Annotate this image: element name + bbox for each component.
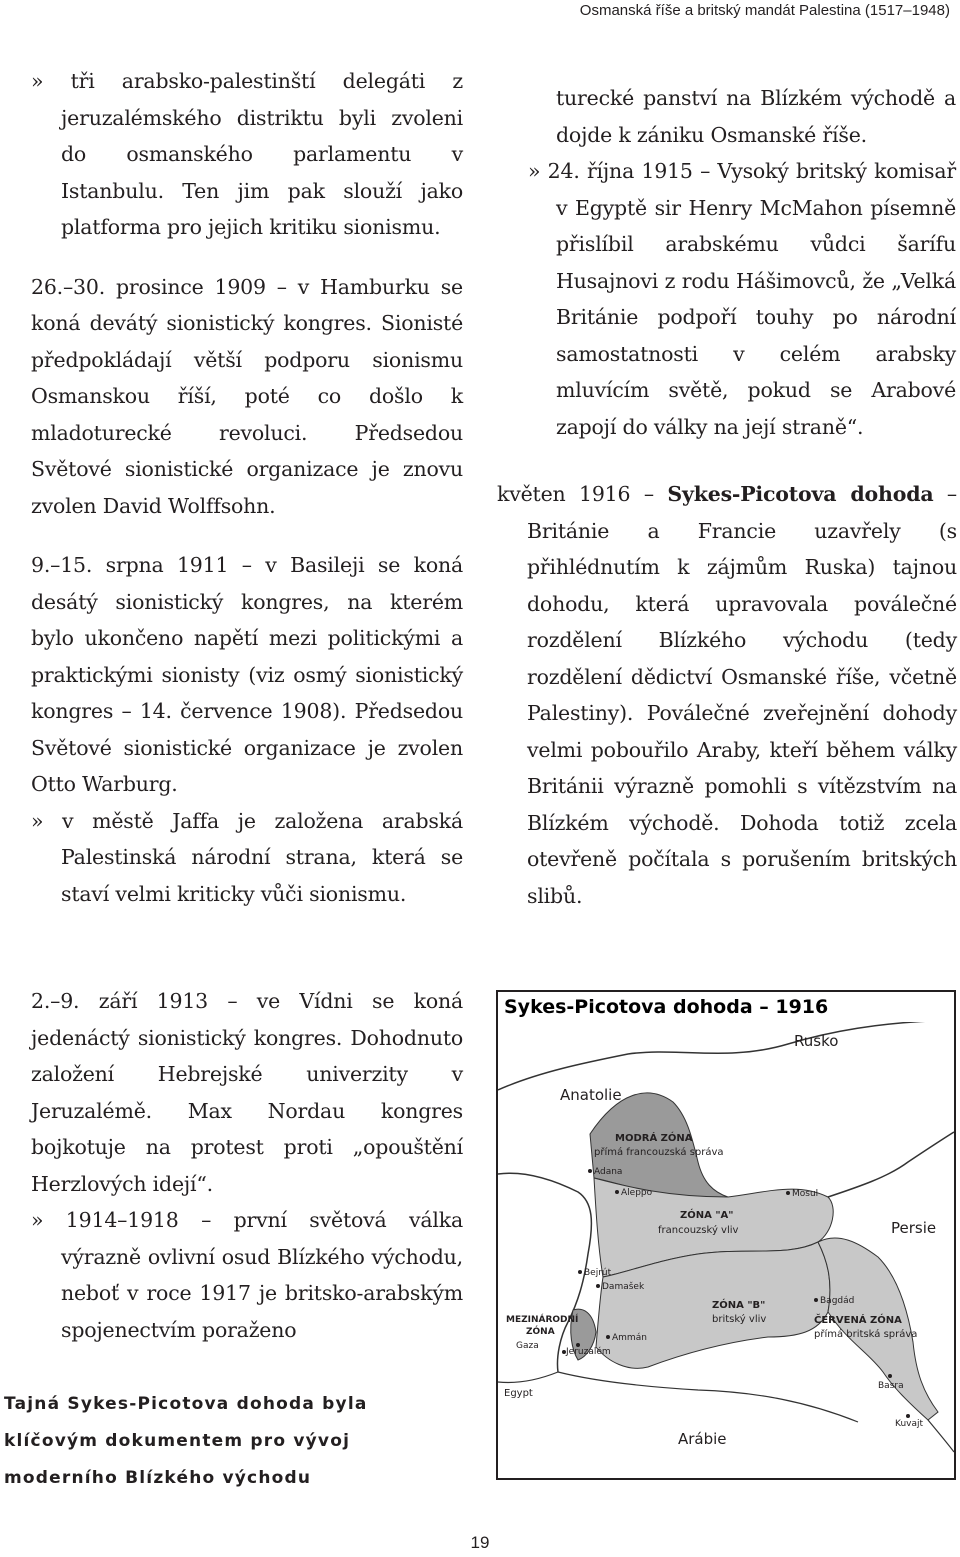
map-label-amman: Ammán [612, 1333, 647, 1343]
bullet-delegates: » tři arabsko-palestinští delegáti z jeruzalémského distriktu byli zvoleni do osmanského parlamentu v Istanbulu. Ten jim pak slouží jako platforma pro jejich kritiku sionismu. [31, 69, 463, 239]
city-dot-jeruzalem [576, 1343, 580, 1347]
map-title: Sykes-Picotova dohoda – 1916 [504, 996, 829, 1018]
entry-1916-sykes-picot [497, 476, 957, 914]
entry-1916-title: Sykes-Picotova dohoda [667, 482, 934, 506]
page-number: 19 [470, 1533, 490, 1552]
map-gulf [928, 1420, 954, 1452]
map-border-persia [828, 1132, 954, 1197]
map-label-aleppo: Aleppo [621, 1188, 653, 1198]
running-header: Osmanská říše a britský mandát Palestina (1517–1948) [579, 2, 950, 19]
entry-1916-body: Británie a Francie uzavřely (s přihlédnutím k zájmům Ruska) tajnou dohodu, která upravovala poválečné rozdělení Blízkého východu (tedy rozdělení dědictví Osmanské říše, včetně Palestiny). Poválečné zveřejnění dohody velmi pobouřilo Araby, kteří během války Británii výrazně pomohli s vítězstvím na Blízkém východě. Dohoda totiž zcela otevřeně počítala s porušením britských slibů. [527, 518, 957, 908]
map-label-mosul: Mosul [792, 1189, 819, 1199]
map-label-zona-b-sub: britský vliv [712, 1314, 767, 1325]
map-label-zona-a: ZÓNA "A" [680, 1210, 734, 1221]
map-label-rusko: Rusko [794, 1032, 839, 1050]
city-dot-aleppo [615, 1190, 619, 1194]
map-label-damasek: Damašek [602, 1282, 645, 1292]
map-label-gaza: Gaza [516, 1341, 539, 1351]
bullet-mcmahon: » 24. října 1915 – Vysoký britský komisař v Egyptě sir Henry McMahon písemně přislíbil arabskému vůdci šarífu Husajnovi z rodu Hášimovců, že „Velká Británie podpoří touhy po národní samostatnosti v celém arabsky mluvícím světě, pokud se Arabové zapojí do války na její straně“. [528, 159, 956, 439]
city-dot-bejrut [578, 1270, 582, 1274]
entry-1909-congress: 26.–30. prosince 1909 – v Hamburku se koná devátý sionistický kongres. Sionisté předpokládají větší podporu sionismu Osmanskou říší, poté co došlo k mladoturecké revoluci. Předsedou Světové sionistické organizace je znovu zvolen David Wolffsohn. [31, 274, 463, 518]
city-dot-damasek [596, 1284, 600, 1288]
entry-1911-congress: 9.–15. srpna 1911 – v Basileji se koná desátý sionistický kongres, na kterém bylo ukončeno napětí mezi politickými a praktickými sionisty (viz osmý sionistický kongres – 14. července 1908). Předsedou Světové sionistické organizace je zvolen Otto Warburg. [31, 553, 463, 796]
map-label-modra-zona: MODRÁ ZÓNA [615, 1133, 693, 1144]
bullet-jaffa-party: » v městě Jaffa je založena arabská Palestinská národní strana, která se staví velmi kriticky vůči sionismu. [31, 808, 463, 906]
left-column-bottom [31, 983, 463, 1348]
city-dot-kuvajt [906, 1414, 910, 1418]
entry-1916-dash: – [933, 482, 957, 506]
city-dot-adana [588, 1169, 592, 1173]
sykes-picot-map [496, 990, 956, 1480]
map-border-north [498, 1020, 954, 1090]
map-label-basra: Basra [878, 1381, 904, 1391]
map-label-zona-b: ZÓNA "B" [712, 1300, 766, 1311]
entry-1916-date: květen 1916 – [497, 482, 668, 506]
map-label-bejrut: Bejrút [584, 1268, 612, 1278]
map-label-egypt: Egypt [504, 1388, 533, 1399]
map-label-zona-a-sub: francouzský vliv [658, 1225, 739, 1236]
left-column-top [31, 63, 463, 912]
city-dot-bagdad [814, 1298, 818, 1302]
map-egypt-border [498, 1372, 558, 1383]
continuation-text: turecké panství na Blízkém východě a dojde k zániku Osmanské říše. [556, 86, 956, 147]
map-label-cervena-sub: přímá britská správa [814, 1329, 918, 1340]
map-label-cervena: ČERVENÁ ZÓNA [814, 1315, 902, 1326]
map-label-jeruzalem: Jeruzalém [566, 1347, 611, 1357]
map-label-mezinarodni: MEZINÁRODNÍ [506, 1315, 579, 1325]
map-border-arabia [558, 1372, 858, 1422]
map-label-modra-sub: přímá francouzská správa [594, 1147, 724, 1158]
city-dot-amman [606, 1335, 610, 1339]
map-label-anatolie: Anatolie [560, 1086, 622, 1104]
map-label-persie: Persie [891, 1219, 937, 1237]
map-label-kuvajt: Kuvajt [895, 1419, 924, 1429]
map-label-bagdad: Bagdád [820, 1296, 855, 1306]
city-dot-mosul [786, 1191, 790, 1195]
map-label-adana: Adana [594, 1167, 623, 1177]
map-label-arabie: Arábie [678, 1430, 727, 1448]
map-label-zona: ZÓNA [526, 1327, 555, 1337]
right-column-top [528, 80, 956, 445]
map-caption: Tajná Sykes-Picotova dohoda byla klíčovým dokumentem pro vývoj moderního Blízkého východu [4, 1394, 368, 1488]
city-dot-basra [888, 1374, 892, 1378]
bullet-ww1: » 1914–1918 – první světová válka výrazně ovlivní osud Blízkého východu, neboť v roce 1917 je britsko-arabským spojenectvím poraženo [31, 1208, 463, 1342]
city-dot-gaza [562, 1350, 566, 1354]
entry-1913-congress: 2.–9. září 1913 – ve Vídni se koná jedenáctý sionistický kongres. Dohodnuto založení Hebrejské univerzity v Jeruzalémě. Max Nordau kongres bojkotuje na protest proti „opouštění Herzlových idejí“. [31, 989, 463, 1196]
